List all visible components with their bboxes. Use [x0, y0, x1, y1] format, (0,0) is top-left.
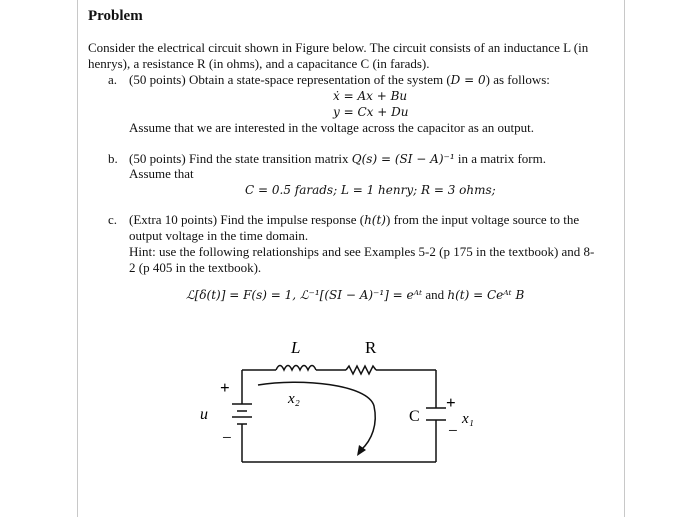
- hint-line-1: Hint: use the following relationships and see Examples 5-2 (p 175 in the textbook) and 8-: [129, 244, 595, 259]
- loop-current-arrow: [258, 382, 375, 450]
- intro-line-2: henrys), a resistance R (in ohms), and a capacitance C (in farads).: [88, 56, 430, 71]
- part-a-note: Assume that we are interested in the voltage across the capacitor as an output.: [129, 120, 535, 135]
- capacitor-minus-sign: −: [448, 421, 458, 440]
- part-b-label: b.: [108, 151, 118, 166]
- intro-line-1: Consider the electrical circuit shown in Figure below. The circuit consists of an inductance L (in: [88, 40, 589, 55]
- part-c-label: c.: [108, 212, 118, 227]
- resistor-label: R: [365, 338, 377, 357]
- part-a-label: a.: [108, 72, 118, 87]
- part-b-assume: Assume that: [129, 166, 194, 181]
- output-equation: y = Cx + Du: [333, 105, 409, 119]
- part-a-text: (50 points) Obtain a state-space representation of the system (D = 0) as follows:: [129, 72, 550, 87]
- source-plus-sign: +: [220, 378, 230, 397]
- parameter-values: C = 0.5 farads; L = 1 henry; R = 3 ohms;: [245, 183, 496, 197]
- part-c-line-1: (Extra 10 points) Find the impulse response (h(t)) from the input voltage source to the: [129, 212, 580, 227]
- part-b-text: (50 points) Find the state transition matrix Q(s) = (SI − A)⁻¹ in a matrix form.: [129, 151, 546, 166]
- laplace-formula: ℒ[δ(t)] = F(s) = 1, ℒ⁻¹[(SI − A)⁻¹] = eᴬᵗ and h(t) = Ceᴬᵗ B: [186, 287, 525, 302]
- source-minus-sign: −: [222, 428, 232, 447]
- capacitor-label: C: [409, 408, 420, 425]
- hint-line-2: 2 (p 405 in the textbook).: [129, 260, 262, 275]
- inductor-coil: [276, 366, 316, 371]
- state-x2-label: x₂: [288, 391, 300, 407]
- state-x1-label: x₁: [462, 411, 474, 427]
- capacitor-plus-sign: +: [446, 393, 456, 412]
- resistor-zigzag: [346, 366, 376, 374]
- part-c-line-2: output voltage in the time domain.: [129, 228, 309, 243]
- state-equation: ẋ = Ax + Bu: [333, 89, 408, 103]
- source-label: u: [200, 406, 208, 423]
- problem-title: Problem: [88, 8, 143, 24]
- inductor-label: L: [291, 338, 301, 357]
